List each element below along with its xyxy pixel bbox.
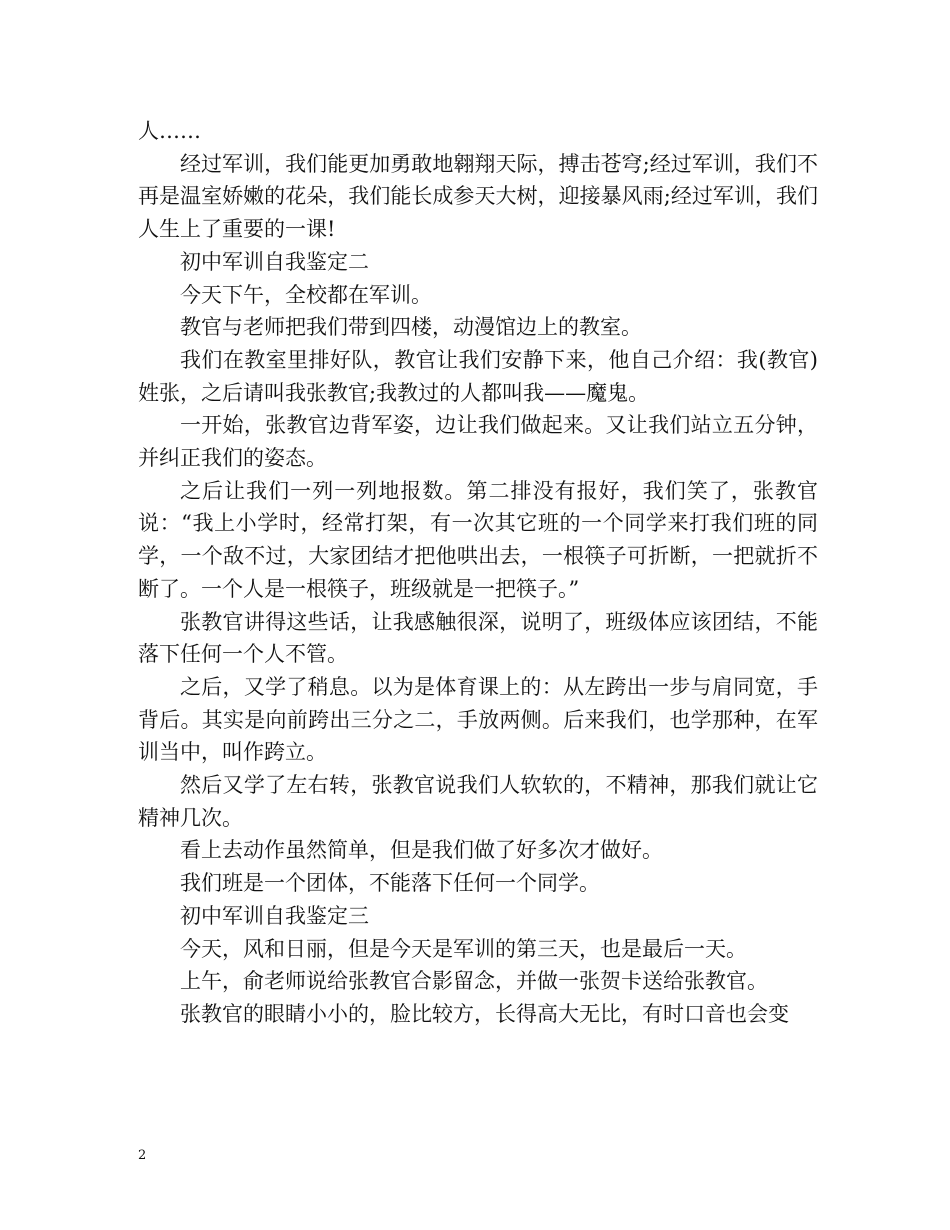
paragraph: 上午，俞老师说给张教官合影留念，并做一张贺卡送给张教官。 bbox=[180, 969, 768, 994]
section-heading: 初中军训自我鉴定二 bbox=[180, 249, 369, 274]
document-body bbox=[138, 115, 818, 1031]
section-heading: 初中军训自我鉴定三 bbox=[180, 903, 369, 928]
paragraph: 教官与老师把我们带到四楼，动漫馆边上的教室。 bbox=[180, 315, 642, 340]
paragraph: 人…… bbox=[138, 119, 201, 143]
paragraph: 一开始，张教官边背军姿，边让我们做起来。又让我们站立五分钟，并纠正我们的姿态。 bbox=[138, 413, 818, 471]
paragraph: 经过军训，我们能更加勇敢地翱翔天际，搏击苍穹;经过军训，我们不再是温室娇嫩的花朵，我们能长成参天大树，迎接暴风雨;经过军训，我们人生上了重要的一课! bbox=[138, 151, 818, 242]
paragraph: 我们班是一个团体，不能落下任何一个同学。 bbox=[180, 871, 600, 896]
paragraph: 之后，又学了稍息。以为是体育课上的：从左跨出一步与肩同宽，手背后。其实是向前跨出三分之二，手放两侧。后来我们，也学那种，在军训当中，叫作跨立。 bbox=[138, 674, 818, 765]
page-number: 2 bbox=[138, 1148, 147, 1163]
paragraph: 今天，风和日丽，但是今天是军训的第三天，也是最后一天。 bbox=[180, 936, 747, 961]
paragraph: 今天下午，全校都在军训。 bbox=[180, 282, 432, 307]
paragraph: 张教官讲得这些话，让我感触很深，说明了，班级体应该团结，不能落下任何一个人不管。 bbox=[138, 609, 818, 667]
paragraph: 我们在教室里排好队，教官让我们安静下来，他自己介绍：我(教官)姓张，之后请叫我张教官;我教过的人都叫我——魔鬼。 bbox=[138, 347, 818, 405]
paragraph: 看上去动作虽然简单，但是我们做了好多次才做好。 bbox=[180, 838, 663, 863]
paragraph: 然后又学了左右转，张教官说我们人软软的，不精神，那我们就让它精神几次。 bbox=[138, 773, 818, 830]
paragraph: 之后让我们一列一列地报数。第二排没有报好，我们笑了，张教官说：“我上小学时，经常打架，有一次其它班的一个同学来打我们班的同学，一个敌不过，大家团结才把他哄出去，一根筷子可折断，一把就折不断了。一个人是一根筷子，班级就是一把筷子。” bbox=[138, 478, 818, 601]
paragraph: 张教官的眼睛小小的，脸比较方，长得高大无比，有时口音也会变 bbox=[180, 1001, 789, 1026]
